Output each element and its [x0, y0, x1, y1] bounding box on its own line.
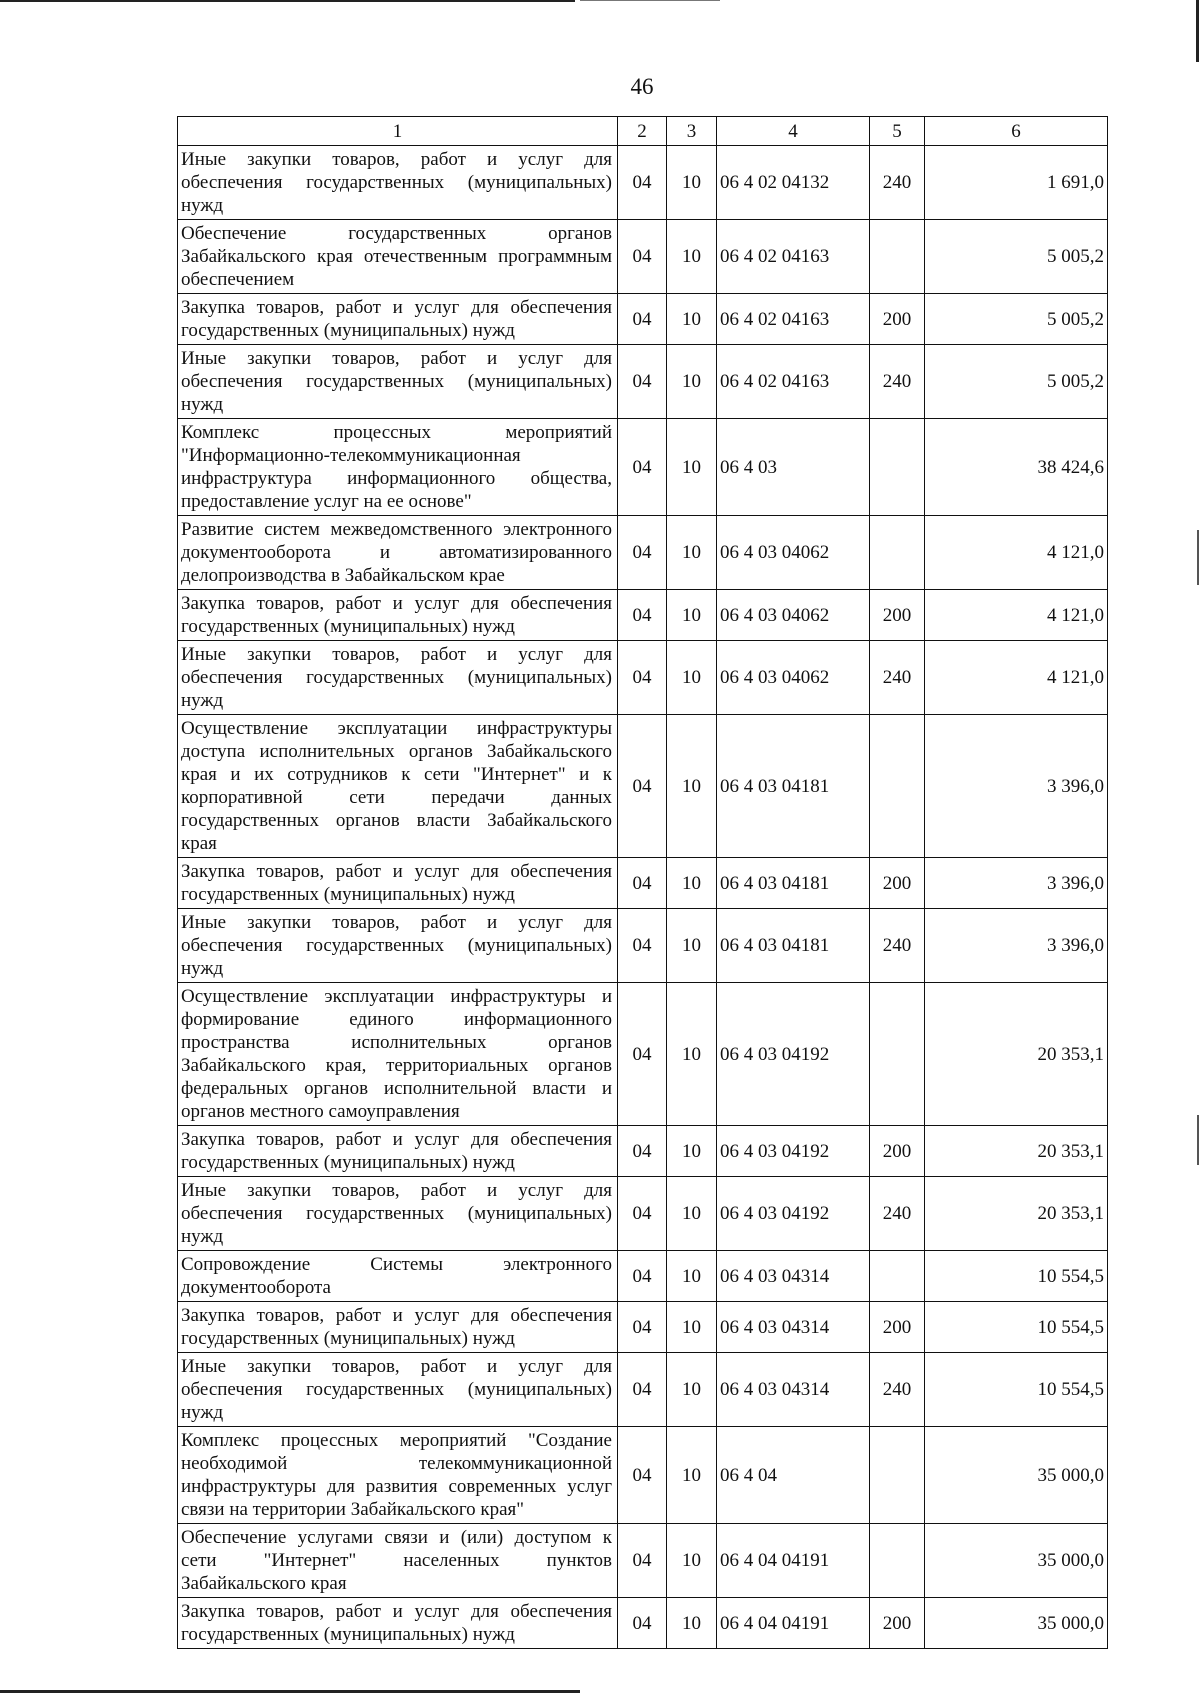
amount-cell: 20 353,1 — [925, 1126, 1108, 1177]
target-article-cell: 06 4 03 04181 — [717, 858, 870, 909]
expense-type-cell: 200 — [870, 1302, 925, 1353]
row-name-cell: Закупка товаров, работ и услуг для обеспечения государственных (муниципальных) нужд — [178, 1302, 618, 1353]
subsection-code-cell: 10 — [667, 641, 717, 715]
subsection-code-cell: 10 — [667, 1177, 717, 1251]
column-header-3: 3 — [667, 117, 717, 146]
section-code-cell: 04 — [618, 1126, 667, 1177]
subsection-code-cell: 10 — [667, 1598, 717, 1649]
table-row — [178, 983, 1108, 1126]
subsection-code-cell: 10 — [667, 1353, 717, 1427]
table-row — [178, 1524, 1108, 1598]
subsection-code-cell: 10 — [667, 220, 717, 294]
amount-cell: 35 000,0 — [925, 1427, 1108, 1524]
subsection-code-cell: 10 — [667, 516, 717, 590]
target-article-cell: 06 4 02 04163 — [717, 294, 870, 345]
subsection-code-cell: 10 — [667, 590, 717, 641]
row-name-cell: Развитие систем межведомственного электронного документооборота и автоматизированного делопроизводства в Забайкальском крае — [178, 516, 618, 590]
target-article-cell: 06 4 03 — [717, 419, 870, 516]
scan-edge-top-faint — [580, 0, 720, 1]
section-code-cell: 04 — [618, 1598, 667, 1649]
table-row — [178, 345, 1108, 419]
column-header-6: 6 — [925, 117, 1108, 146]
subsection-code-cell: 10 — [667, 1524, 717, 1598]
target-article-cell: 06 4 03 04314 — [717, 1251, 870, 1302]
amount-cell: 20 353,1 — [925, 1177, 1108, 1251]
expense-type-cell: 240 — [870, 345, 925, 419]
table-row — [178, 641, 1108, 715]
column-header-5: 5 — [870, 117, 925, 146]
table-row — [178, 146, 1108, 220]
section-code-cell: 04 — [618, 1251, 667, 1302]
scan-edge-mark — [1197, 1115, 1199, 1165]
target-article-cell: 06 4 02 04163 — [717, 345, 870, 419]
table-row — [178, 1126, 1108, 1177]
section-code-cell: 04 — [618, 909, 667, 983]
table-row — [178, 590, 1108, 641]
target-article-cell: 06 4 03 04062 — [717, 516, 870, 590]
amount-cell: 10 554,5 — [925, 1302, 1108, 1353]
expense-type-cell: 200 — [870, 1598, 925, 1649]
expense-type-cell: 200 — [870, 294, 925, 345]
section-code-cell: 04 — [618, 1427, 667, 1524]
expense-type-cell — [870, 983, 925, 1126]
section-code-cell: 04 — [618, 641, 667, 715]
amount-cell: 4 121,0 — [925, 516, 1108, 590]
row-name-cell: Иные закупки товаров, работ и услуг для обеспечения государственных (муниципальных) нужд — [178, 1177, 618, 1251]
table-row — [178, 1177, 1108, 1251]
amount-cell: 3 396,0 — [925, 909, 1108, 983]
amount-cell: 10 554,5 — [925, 1353, 1108, 1427]
column-header-4: 4 — [717, 117, 870, 146]
expense-type-cell: 200 — [870, 858, 925, 909]
target-article-cell: 06 4 04 — [717, 1427, 870, 1524]
expense-type-cell — [870, 1524, 925, 1598]
row-name-cell: Закупка товаров, работ и услуг для обеспечения государственных (муниципальных) нужд — [178, 294, 618, 345]
section-code-cell: 04 — [618, 1302, 667, 1353]
subsection-code-cell: 10 — [667, 294, 717, 345]
budget-table — [177, 116, 1108, 1649]
section-code-cell: 04 — [618, 858, 667, 909]
row-name-cell: Иные закупки товаров, работ и услуг для обеспечения государственных (муниципальных) нужд — [178, 345, 618, 419]
section-code-cell: 04 — [618, 1524, 667, 1598]
target-article-cell: 06 4 03 04192 — [717, 1126, 870, 1177]
section-code-cell: 04 — [618, 590, 667, 641]
amount-cell: 5 005,2 — [925, 220, 1108, 294]
table-row — [178, 1427, 1108, 1524]
row-name-cell: Закупка товаров, работ и услуг для обеспечения государственных (муниципальных) нужд — [178, 1598, 618, 1649]
row-name-cell: Обеспечение услугами связи и (или) доступом к сети "Интернет" населенных пунктов Забайкальского края — [178, 1524, 618, 1598]
subsection-code-cell: 10 — [667, 1302, 717, 1353]
table-row — [178, 220, 1108, 294]
table-header-row — [178, 117, 1108, 146]
target-article-cell: 06 4 03 04192 — [717, 1177, 870, 1251]
row-name-cell: Закупка товаров, работ и услуг для обеспечения государственных (муниципальных) нужд — [178, 1126, 618, 1177]
section-code-cell: 04 — [618, 345, 667, 419]
row-name-cell: Сопровождение Системы электронного документооборота — [178, 1251, 618, 1302]
target-article-cell: 06 4 03 04192 — [717, 983, 870, 1126]
subsection-code-cell: 10 — [667, 345, 717, 419]
subsection-code-cell: 10 — [667, 146, 717, 220]
section-code-cell: 04 — [618, 1353, 667, 1427]
expense-type-cell: 200 — [870, 590, 925, 641]
row-name-cell: Осуществление эксплуатации инфраструктуры доступа исполнительных органов Забайкальского края и их сотрудников к сети "Интернет" и к корпоративной сети передачи данных государственных органов власти Забайкальского края — [178, 715, 618, 858]
amount-cell: 35 000,0 — [925, 1524, 1108, 1598]
row-name-cell: Обеспечение государственных органов Забайкальского края отечественным программным обеспечением — [178, 220, 618, 294]
column-header-1: 1 — [178, 117, 618, 146]
section-code-cell: 04 — [618, 1177, 667, 1251]
amount-cell: 1 691,0 — [925, 146, 1108, 220]
amount-cell: 3 396,0 — [925, 715, 1108, 858]
amount-cell: 35 000,0 — [925, 1598, 1108, 1649]
target-article-cell: 06 4 02 04163 — [717, 220, 870, 294]
subsection-code-cell: 10 — [667, 983, 717, 1126]
row-name-cell: Комплекс процессных мероприятий "Информационно-телекоммуникационная инфраструктура информационного общества, предоставление услуг на ее основе" — [178, 419, 618, 516]
target-article-cell: 06 4 03 04314 — [717, 1302, 870, 1353]
table-row — [178, 909, 1108, 983]
table-row — [178, 516, 1108, 590]
table-row — [178, 1302, 1108, 1353]
expense-type-cell: 240 — [870, 146, 925, 220]
row-name-cell: Комплекс процессных мероприятий "Создание необходимой телекоммуникационной инфраструктуры для развития современных услуг связи на территории Забайкальского края" — [178, 1427, 618, 1524]
amount-cell: 3 396,0 — [925, 858, 1108, 909]
subsection-code-cell: 10 — [667, 1126, 717, 1177]
expense-type-cell: 240 — [870, 1177, 925, 1251]
scan-edge-top — [0, 0, 575, 2]
amount-cell: 38 424,6 — [925, 419, 1108, 516]
section-code-cell: 04 — [618, 983, 667, 1126]
subsection-code-cell: 10 — [667, 909, 717, 983]
table-row — [178, 1353, 1108, 1427]
subsection-code-cell: 10 — [667, 1427, 717, 1524]
section-code-cell: 04 — [618, 419, 667, 516]
expense-type-cell — [870, 419, 925, 516]
page-number: 46 — [630, 74, 654, 99]
table-row — [178, 858, 1108, 909]
target-article-cell: 06 4 04 04191 — [717, 1598, 870, 1649]
table-row — [178, 715, 1108, 858]
amount-cell: 4 121,0 — [925, 590, 1108, 641]
section-code-cell: 04 — [618, 516, 667, 590]
target-article-cell: 06 4 03 04181 — [717, 909, 870, 983]
target-article-cell: 06 4 03 04314 — [717, 1353, 870, 1427]
row-name-cell: Иные закупки товаров, работ и услуг для обеспечения государственных (муниципальных) нужд — [178, 1353, 618, 1427]
section-code-cell: 04 — [618, 146, 667, 220]
scan-edge-right — [1196, 0, 1199, 62]
target-article-cell: 06 4 03 04062 — [717, 641, 870, 715]
subsection-code-cell: 10 — [667, 715, 717, 858]
amount-cell: 20 353,1 — [925, 983, 1108, 1126]
row-name-cell: Иные закупки товаров, работ и услуг для обеспечения государственных (муниципальных) нужд — [178, 146, 618, 220]
expense-type-cell — [870, 715, 925, 858]
expense-type-cell: 240 — [870, 909, 925, 983]
row-name-cell: Иные закупки товаров, работ и услуг для обеспечения государственных (муниципальных) нужд — [178, 909, 618, 983]
section-code-cell: 04 — [618, 294, 667, 345]
row-name-cell: Осуществление эксплуатации инфраструктуры и формирование единого информационного пространства исполнительных органов Забайкальского края, территориальных органов федеральных органов исполнительной власти и органов местного самоуправления — [178, 983, 618, 1126]
expense-type-cell: 200 — [870, 1126, 925, 1177]
row-name-cell: Закупка товаров, работ и услуг для обеспечения государственных (муниципальных) нужд — [178, 858, 618, 909]
target-article-cell: 06 4 03 04062 — [717, 590, 870, 641]
subsection-code-cell: 10 — [667, 858, 717, 909]
table-row — [178, 419, 1108, 516]
amount-cell: 5 005,2 — [925, 294, 1108, 345]
expense-type-cell — [870, 1427, 925, 1524]
expense-type-cell — [870, 1251, 925, 1302]
section-code-cell: 04 — [618, 715, 667, 858]
expense-type-cell — [870, 516, 925, 590]
scan-edge-mark — [1197, 530, 1199, 585]
row-name-cell: Закупка товаров, работ и услуг для обеспечения государственных (муниципальных) нужд — [178, 590, 618, 641]
amount-cell: 5 005,2 — [925, 345, 1108, 419]
expense-type-cell: 240 — [870, 641, 925, 715]
subsection-code-cell: 10 — [667, 1251, 717, 1302]
subsection-code-cell: 10 — [667, 419, 717, 516]
amount-cell: 10 554,5 — [925, 1251, 1108, 1302]
row-name-cell: Иные закупки товаров, работ и услуг для обеспечения государственных (муниципальных) нужд — [178, 641, 618, 715]
expense-type-cell — [870, 220, 925, 294]
table-row — [178, 1598, 1108, 1649]
section-code-cell: 04 — [618, 220, 667, 294]
target-article-cell: 06 4 02 04132 — [717, 146, 870, 220]
target-article-cell: 06 4 03 04181 — [717, 715, 870, 858]
column-header-2: 2 — [618, 117, 667, 146]
amount-cell: 4 121,0 — [925, 641, 1108, 715]
table-row — [178, 294, 1108, 345]
table-row — [178, 1251, 1108, 1302]
target-article-cell: 06 4 04 04191 — [717, 1524, 870, 1598]
expense-type-cell: 240 — [870, 1353, 925, 1427]
